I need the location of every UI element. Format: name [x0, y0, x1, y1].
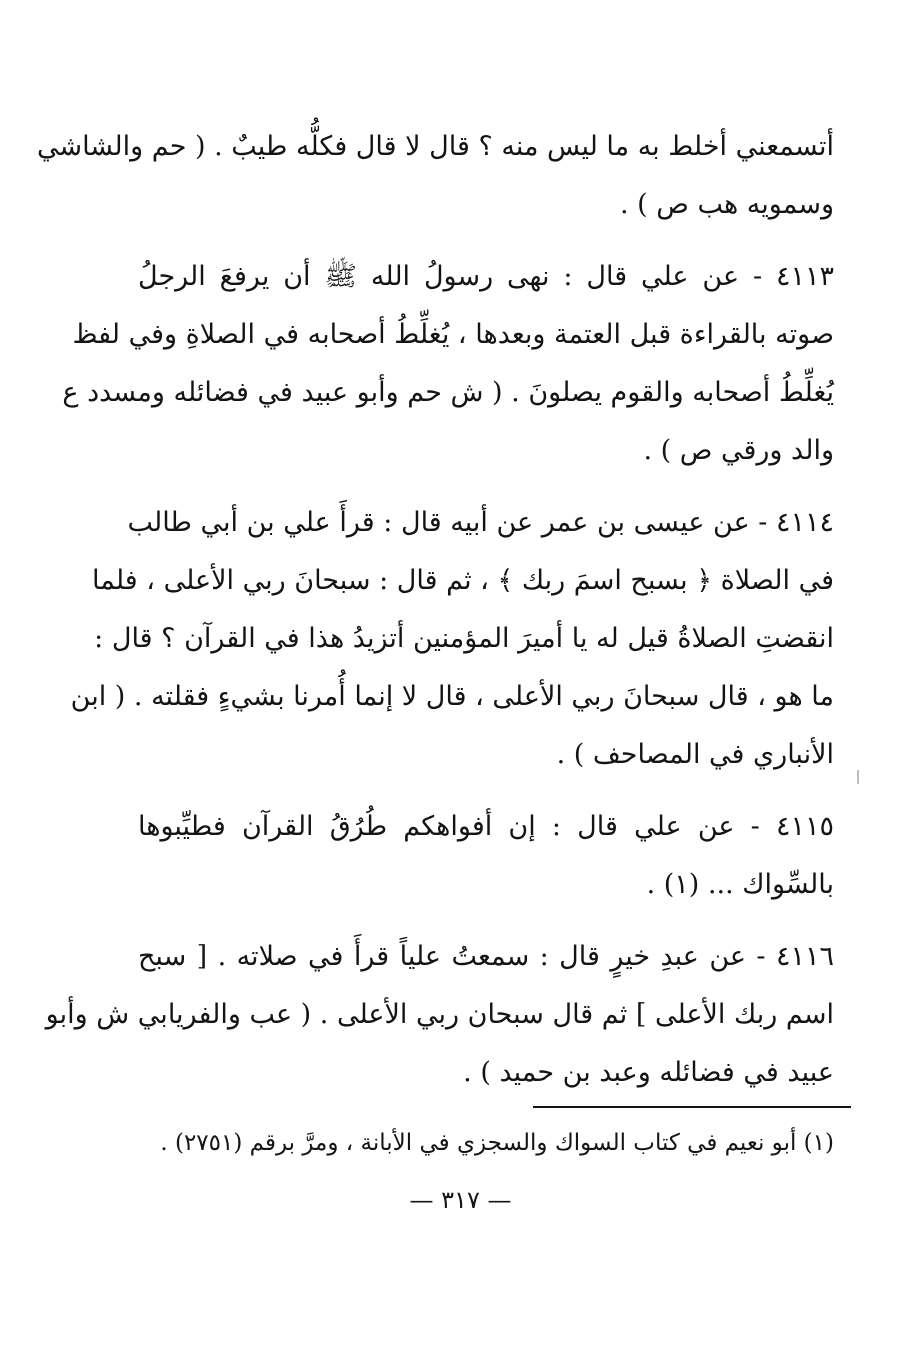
- text-line: عبيد في فضائله وعبد بن حميد ) .: [463, 1057, 834, 1088]
- text-line: صوته بالقراءة قبل العتمة وبعدها ، يُغلِّطُ أصحابه في الصلاةِ وفي لفظ: [72, 319, 834, 350]
- text-line: في الصلاة ﴿ بسبح اسمَ ربك ﴾ ، ثم قال : سبحانَ ربي الأعلى ، فلما: [92, 565, 834, 596]
- text-line: ٤١١٣ - عن علي قال : نهى رسولُ الله ﷺ أن يرفعَ الرجلُ: [138, 261, 834, 292]
- text-line: بالسِّواك ... (١) .: [646, 869, 834, 900]
- paragraph-4113: [62, 248, 834, 480]
- paragraph-4114: [70, 494, 834, 784]
- text-line: وسمويه هب ص ) .: [619, 189, 834, 220]
- text-line: انقضتِ الصلاةُ قيل له يا أميرَ المؤمنين أتزيدُ هذا في القرآن ؟ قال :: [94, 623, 834, 654]
- page-body: [36, 118, 834, 1102]
- text-line: الأنباري في المصاحف ) .: [556, 739, 834, 770]
- footnote-divider: [533, 1106, 851, 1108]
- paragraph-continuation: [36, 118, 834, 234]
- paragraph-4115: [138, 798, 834, 914]
- footnote: (١) أبو نعيم في كتاب السواك والسجزي في الأبانة ، ومرَّ برقم (٢٧٥١) .: [160, 1130, 834, 1156]
- text-line: أتسمعني أخلط به ما ليس منه ؟ قال لا قال فكلُّه طيبٌ . ( حم والشاشي: [36, 131, 834, 162]
- text-line: يُغلِّطُ أصحابه والقوم يصلونَ . ( ش حم وأبو عبيد في فضائله ومسدد ع: [62, 377, 834, 408]
- text-line: ٤١١٦ - عن عبدِ خيرٍ قال : سمعتُ علياً قرأَ في صلاته . [ سبح: [138, 941, 834, 972]
- paragraph-4116: [45, 928, 834, 1102]
- text-line: ٤١١٤ - عن عيسى بن عمر عن أبيه قال : قرأَ علي بن أبي طالب: [127, 507, 834, 538]
- text-line: والد ورقي ص ) .: [643, 435, 834, 466]
- text-line: اسم ربك الأعلى ] ثم قال سبحان ربي الأعلى . ( عب والفريابي ش وأبو: [45, 999, 834, 1030]
- text-line: ٤١١٥ - عن علي قال : إن أفواهكم طُرُقُ القرآن فطيِّبوها: [138, 811, 834, 842]
- page-number: — ٣١٧ —: [409, 1186, 512, 1214]
- scan-mark: [857, 770, 859, 784]
- text-line: ما هو ، قال سبحانَ ربي الأعلى ، قال لا إنما أُمرنا بشيءٍ فقلته . ( ابن: [70, 681, 834, 712]
